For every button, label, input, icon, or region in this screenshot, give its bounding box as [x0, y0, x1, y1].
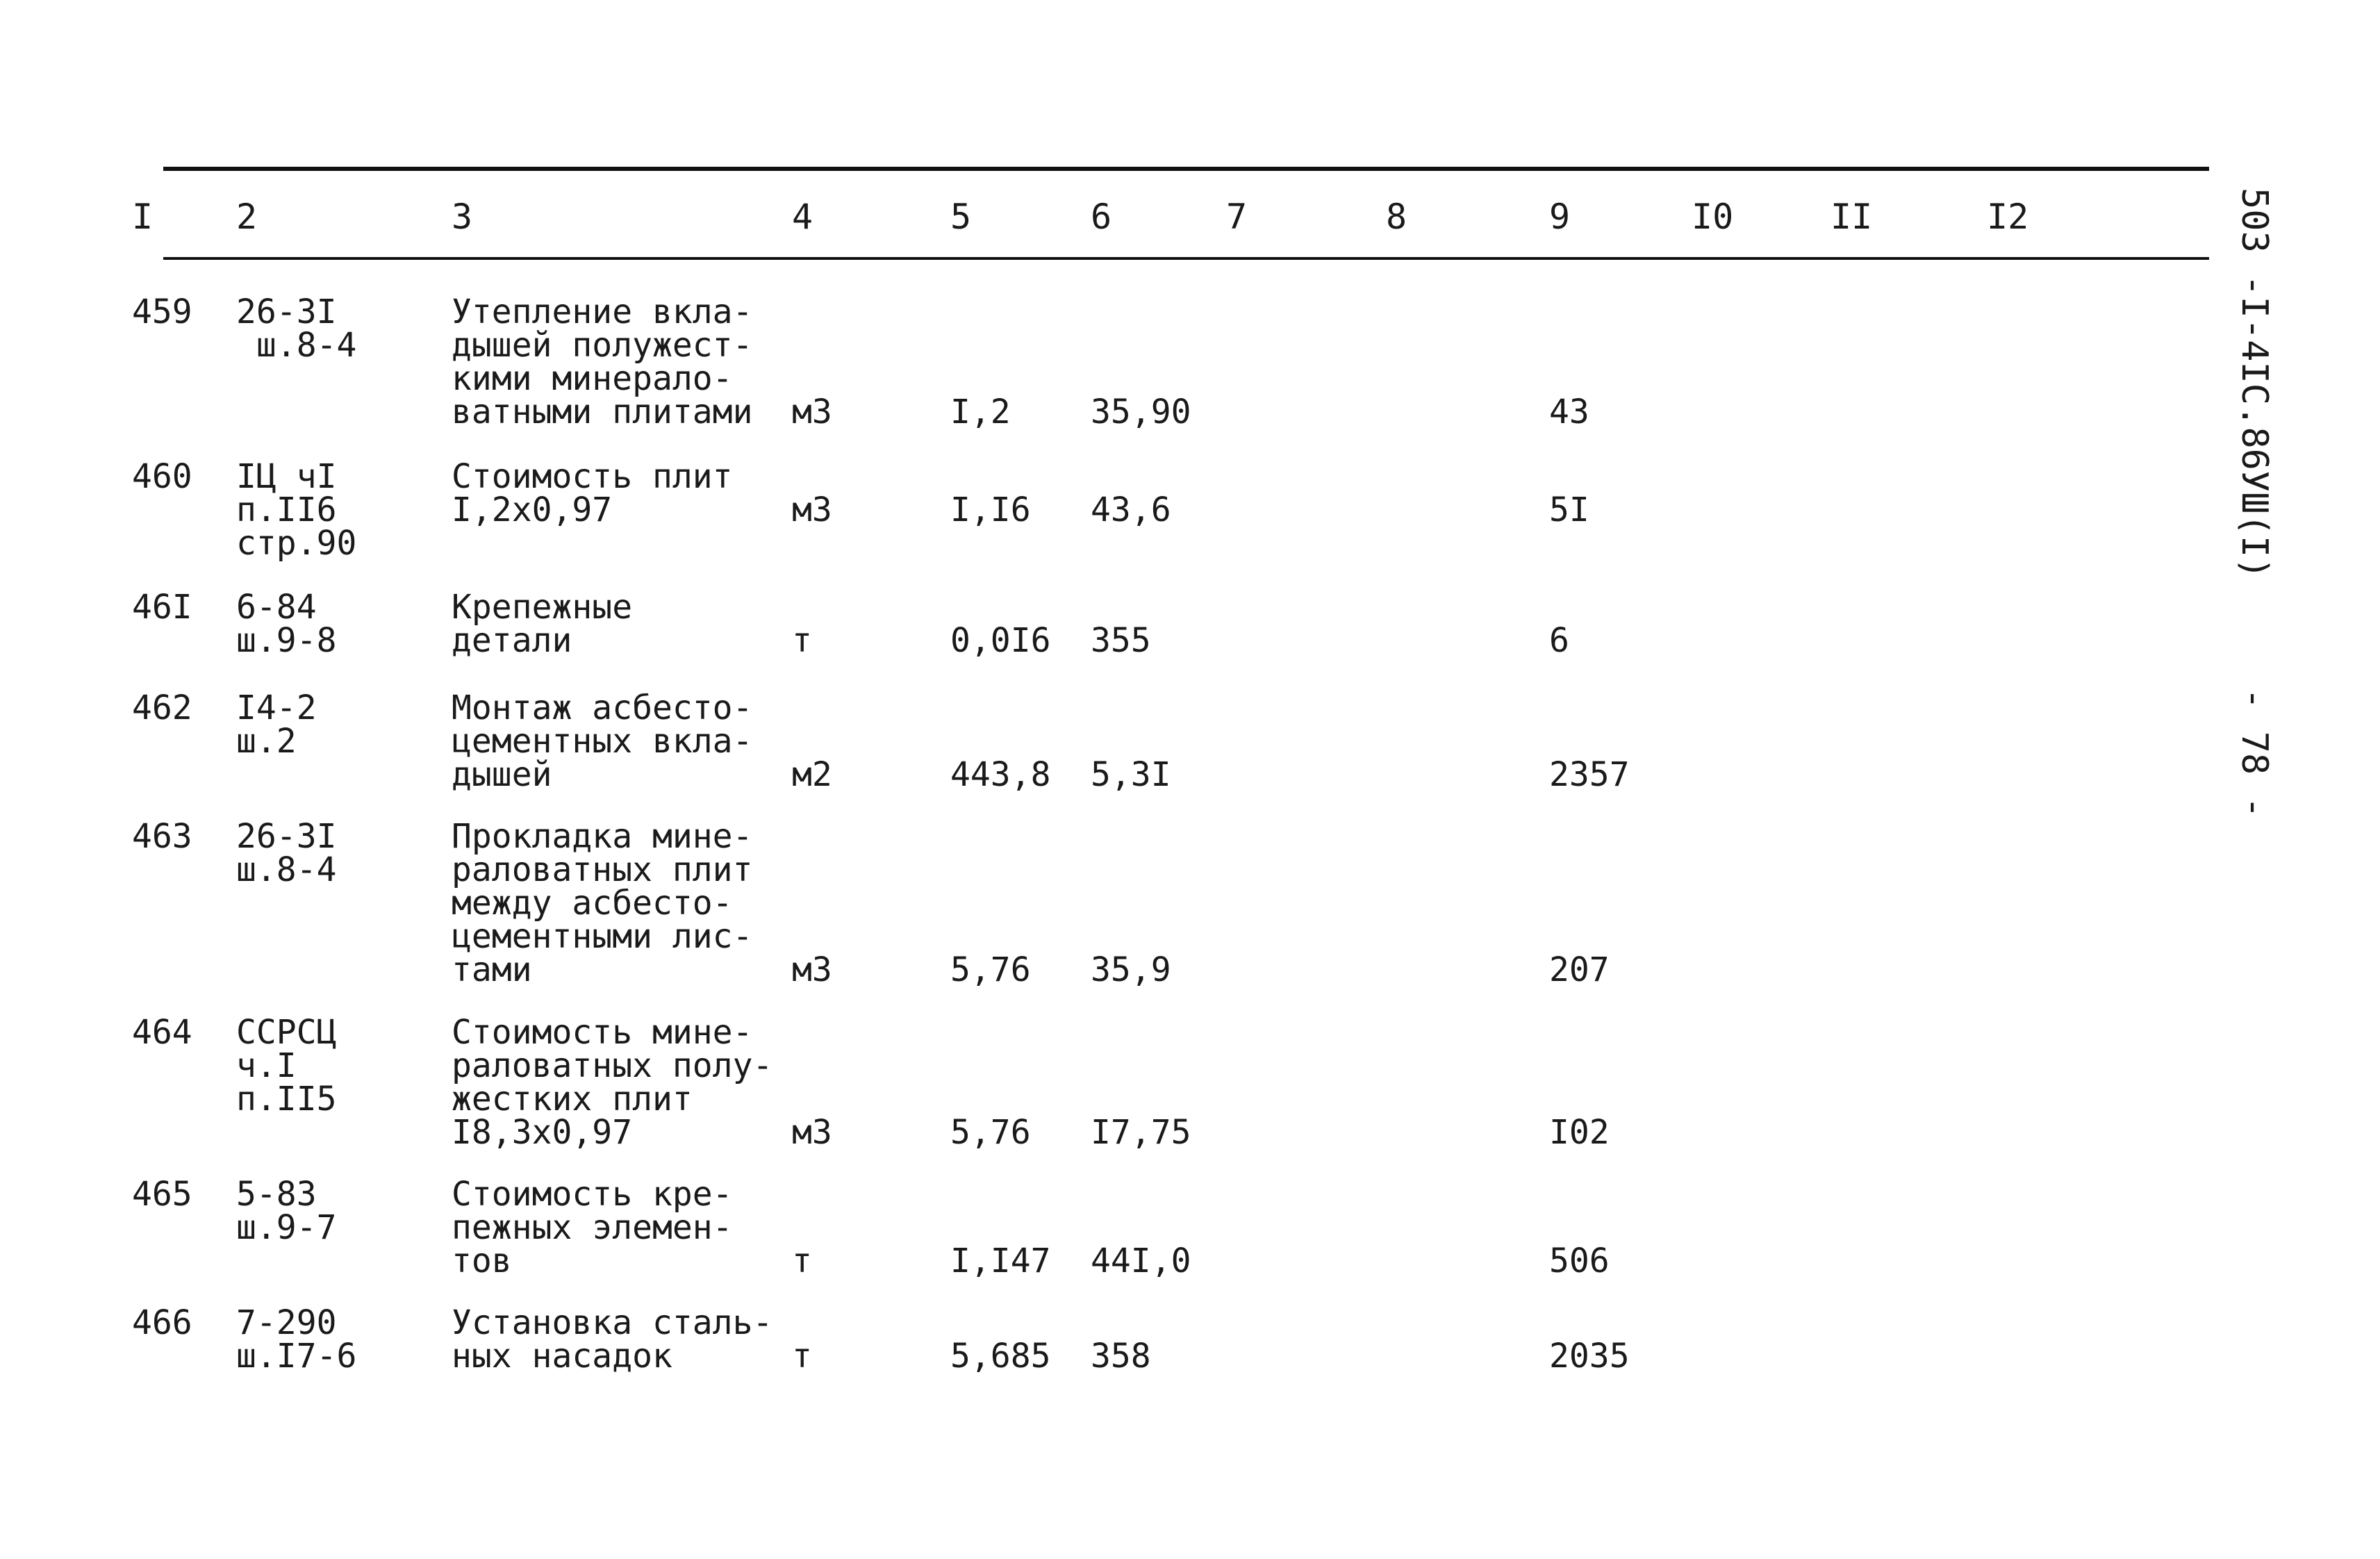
top-rule: [163, 167, 2209, 171]
unit-price: 35,90: [1091, 393, 1191, 431]
row-number: 462: [132, 688, 192, 727]
unit: т: [792, 621, 812, 660]
norm-reference: ССРСЦ ч.I п.II5: [236, 1013, 337, 1119]
quantity: 0,0I6: [950, 621, 1051, 660]
column-header-2: 2: [236, 197, 258, 237]
column-header-6: 6: [1091, 197, 1112, 237]
row-number: 463: [132, 817, 192, 856]
norm-reference: I4-2 ш.2: [236, 688, 317, 761]
unit: м3: [792, 393, 832, 431]
unit-price: 43,6: [1091, 490, 1171, 529]
quantity: I,I6: [950, 490, 1031, 529]
column-header-3: 3: [452, 197, 473, 237]
unit: т: [792, 1242, 812, 1280]
total-cost: 207: [1549, 950, 1610, 989]
work-description: Крепежные детали: [452, 588, 633, 660]
column-header-7: 7: [1226, 197, 1248, 237]
row-number: 464: [132, 1013, 192, 1052]
header-rule: [163, 257, 2209, 260]
norm-reference: IЦ чI п.II6 стр.90: [236, 457, 357, 563]
work-description: Стоимость кре- пежных элемен- тов: [452, 1175, 733, 1280]
norm-reference: 7-290 ш.I7-6: [236, 1303, 357, 1376]
unit-price: 358: [1091, 1337, 1151, 1376]
work-description: Стоимость плит I,2х0,97: [452, 457, 733, 529]
total-cost: 2035: [1549, 1337, 1630, 1376]
norm-reference: 26-3I ш.8-4: [236, 292, 357, 365]
work-description: Монтаж асбесто- цементных вкла- дышей: [452, 688, 753, 794]
work-description: Стоимость мине- раловатных полу- жестких плит I8,3х0,97: [452, 1013, 773, 1152]
row-number: 465: [132, 1175, 192, 1214]
unit-price: I7,75: [1091, 1113, 1191, 1152]
unit: м2: [792, 755, 832, 794]
column-header-11: II: [1831, 197, 1873, 237]
unit-price: 44I,0: [1091, 1242, 1191, 1280]
unit-price: 355: [1091, 621, 1151, 660]
unit: м3: [792, 490, 832, 529]
work-description: Утепление вкла- дышей полужест- кими минерало- ватными плитами: [452, 292, 753, 431]
work-description: Установка сталь- ных насадок: [452, 1303, 773, 1376]
norm-reference: 26-3I ш.8-4: [236, 817, 337, 889]
column-header-10: I0: [1692, 197, 1734, 237]
total-cost: 2357: [1549, 755, 1630, 794]
page-number: - 78 -: [2233, 688, 2275, 818]
work-description: Прокладка мине- раловатных плит между асбесто- цементными лис- тами: [452, 817, 753, 989]
unit: м3: [792, 1113, 832, 1152]
column-header-9: 9: [1549, 197, 1571, 237]
unit-price: 5,3I: [1091, 755, 1171, 794]
total-cost: 43: [1549, 393, 1589, 431]
unit-price: 35,9: [1091, 950, 1171, 989]
row-number: 459: [132, 292, 192, 331]
norm-reference: 6-84 ш.9-8: [236, 588, 337, 660]
row-number: 460: [132, 457, 192, 496]
quantity: 5,76: [950, 950, 1031, 989]
total-cost: 506: [1549, 1242, 1610, 1280]
quantity: 5,76: [950, 1113, 1031, 1152]
document-code: 503 -I-4IC.86УШ(I): [2233, 188, 2275, 579]
quantity: I,2: [950, 393, 1011, 431]
column-header-1: I: [132, 197, 154, 237]
total-cost: 6: [1549, 621, 1569, 660]
column-header-5: 5: [950, 197, 972, 237]
quantity: 443,8: [950, 755, 1051, 794]
unit: м3: [792, 950, 832, 989]
row-number: 46I: [132, 588, 192, 627]
column-header-8: 8: [1386, 197, 1407, 237]
unit: т: [792, 1337, 812, 1376]
row-number: 466: [132, 1303, 192, 1342]
total-cost: I02: [1549, 1113, 1610, 1152]
norm-reference: 5-83 ш.9-7: [236, 1175, 337, 1247]
column-header-12: I2: [1987, 197, 2029, 237]
column-header-4: 4: [792, 197, 813, 237]
quantity: 5,685: [950, 1337, 1051, 1376]
total-cost: 5I: [1549, 490, 1589, 529]
quantity: I,I47: [950, 1242, 1051, 1280]
